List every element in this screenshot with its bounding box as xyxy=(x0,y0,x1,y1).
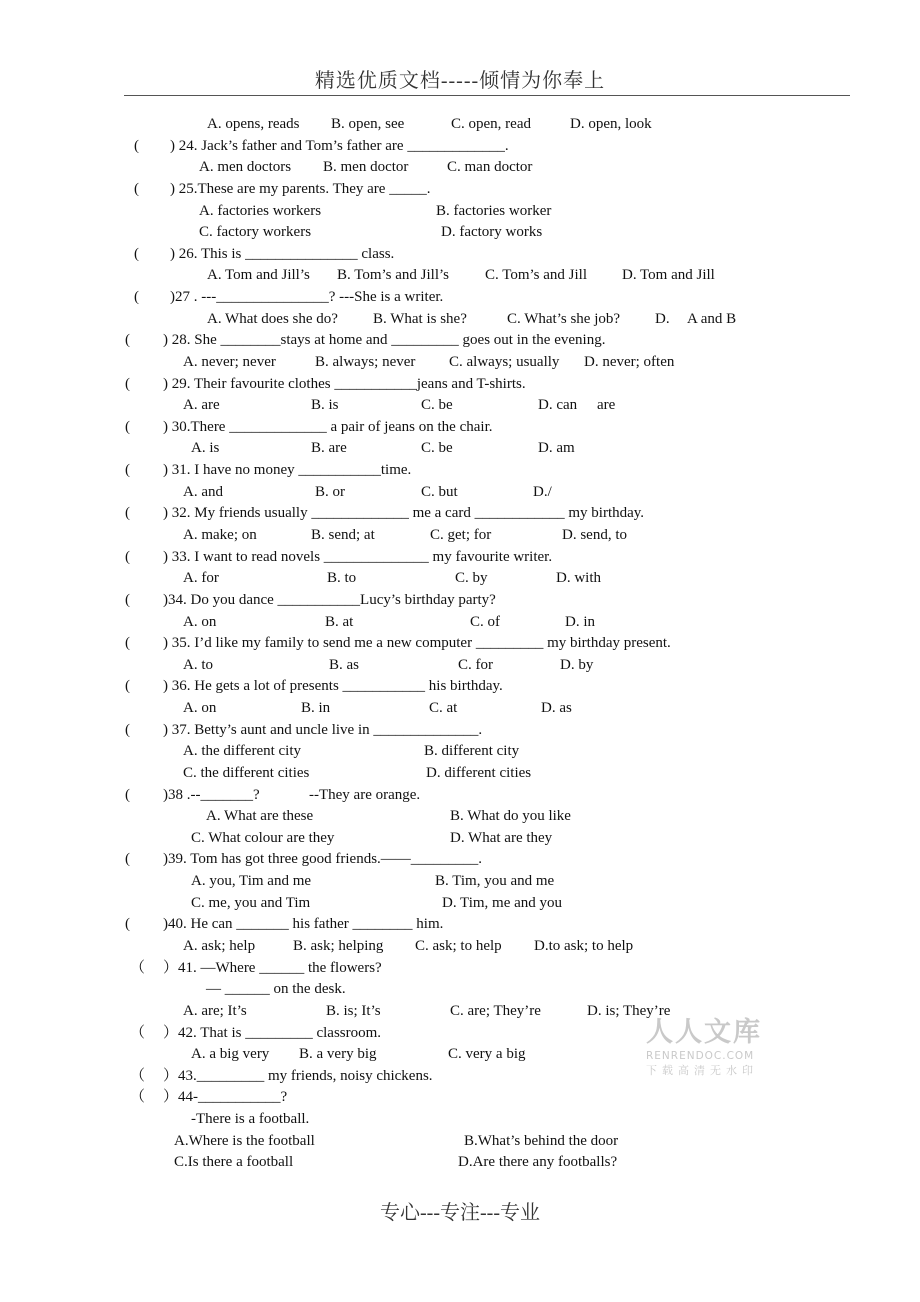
exercise-text: B. as xyxy=(329,657,359,673)
answer-bracket: ( xyxy=(134,138,139,154)
exercise-text: )40. He can _______ his father ________ him. xyxy=(163,916,444,932)
exercise-text: D. is; They’re xyxy=(587,1003,671,1019)
exercise-text: A. Tom and Jill’s xyxy=(207,267,310,283)
exercise-text: B. at xyxy=(325,614,354,630)
exercise-text: )38 .--_______? xyxy=(163,787,260,803)
page-footer: 专心---专注---专业 xyxy=(380,1202,540,1224)
exercise-text: ) 24. Jack’s father and Tom’s father are _____________. xyxy=(170,138,509,154)
exercise-text: D. different cities xyxy=(426,765,532,781)
exercise-text: B. ask; helping xyxy=(293,938,384,954)
exercise-text: ) 31. I have no money ___________time. xyxy=(163,462,412,478)
exercise-text: C. for xyxy=(458,657,493,673)
exercise-text: D. am xyxy=(538,440,575,456)
exercise-text: D. with xyxy=(556,570,601,586)
exercise-text: D. in xyxy=(565,614,595,630)
exercise-text: B. Tim, you and me xyxy=(435,873,555,889)
exercise-text: B.What’s behind the door xyxy=(464,1133,619,1149)
exercise-text: A. opens, reads xyxy=(207,116,300,132)
page-header: 精选优质文档-----倾情为你奉上 xyxy=(314,70,606,92)
exercise-text: C. What’s she job? xyxy=(507,311,621,327)
exercise-text: A. you, Tim and me xyxy=(191,873,312,889)
exercise-text: C. but xyxy=(421,484,458,500)
exercise-text: ) 26. This is _______________ class. xyxy=(170,246,395,262)
exercise-text: D./ xyxy=(533,484,552,500)
exercise-text: D. send, to xyxy=(562,527,627,543)
exercise-text: B. factories worker xyxy=(436,203,552,219)
exercise-text: A. on xyxy=(183,700,217,716)
exercise-text: C. very a big xyxy=(448,1046,526,1062)
exercise-text: D. factory works xyxy=(441,224,543,240)
exercise-text: A. What does she do? xyxy=(207,311,338,327)
answer-bracket: ( xyxy=(125,376,130,392)
answer-bracket: ( xyxy=(134,289,139,305)
exercise-text: A. a big very xyxy=(191,1046,270,1062)
exercise-text: C.Is there a football xyxy=(174,1154,294,1170)
exercise-text: ) 28. She ________stays at home and _________ goes out in the evening. xyxy=(163,332,606,348)
answer-bracket: ( xyxy=(134,181,139,197)
watermark-logo xyxy=(646,1018,774,1078)
exercise-text: )39. Tom has got three good friends.——_________. xyxy=(163,851,483,867)
answer-bracket: （ xyxy=(130,1068,146,1084)
exercise-text: C. man doctor xyxy=(447,159,533,175)
exercise-text: C. open, read xyxy=(451,116,531,132)
exercise-text: C. Tom’s and Jill xyxy=(485,267,588,283)
exercise-text: B. is xyxy=(311,397,339,413)
exercise-text: D. can xyxy=(538,397,578,413)
exercise-text: D. as xyxy=(541,700,572,716)
answer-bracket: ( xyxy=(125,332,130,348)
exercise-text: A. and xyxy=(183,484,223,500)
answer-bracket: ( xyxy=(125,505,130,521)
answer-bracket: ( xyxy=(125,916,130,932)
exercise-text: C. What colour are they xyxy=(191,830,335,846)
answer-bracket: ( xyxy=(125,592,130,608)
exercise-text: A.Where is the football xyxy=(174,1133,315,1149)
exercise-text: ) 32. My friends usually _____________ me a card ____________ my birthday. xyxy=(163,505,645,521)
exercise-text: A. What are these xyxy=(206,808,314,824)
answer-bracket: ( xyxy=(125,787,130,803)
exercise-text: ) 37. Betty’s aunt and uncle live in ______________. xyxy=(163,722,483,738)
exercise-text: B. men doctor xyxy=(323,159,409,175)
exercise-text: ) 36. He gets a lot of presents ___________ his birthday. xyxy=(163,678,503,694)
exercise-text: A. on xyxy=(183,614,217,630)
exercise-text: C. at xyxy=(429,700,458,716)
exercise-text: B. different city xyxy=(424,743,520,759)
exercise-text: A. the different city xyxy=(183,743,302,759)
exercise-text: C. are; They’re xyxy=(450,1003,541,1019)
exercise-text: C. me, you and Tim xyxy=(191,895,311,911)
header-rule xyxy=(124,95,850,96)
watermark-slogan: 下载高清无水印 xyxy=(646,1064,758,1077)
exercise-text: D. What are they xyxy=(450,830,553,846)
exercise-text: C. factory workers xyxy=(199,224,312,240)
exercise-text: B. send; at xyxy=(311,527,375,543)
answer-bracket: ( xyxy=(125,851,130,867)
answer-bracket: ( xyxy=(125,462,130,478)
exercise-text: A. make; on xyxy=(183,527,257,543)
exercise-text: D. by xyxy=(560,657,594,673)
exercise-text: B. a very big xyxy=(299,1046,377,1062)
exercise-text: A. for xyxy=(183,570,219,586)
answer-bracket: （ xyxy=(130,1025,146,1041)
exercise-text: B. Tom’s and Jill’s xyxy=(337,267,450,283)
exercise-text: A. to xyxy=(183,657,213,673)
exercise-text: ) 35. I’d like my family to send me a new computer _________ my birthday present. xyxy=(163,635,671,651)
exercise-text: B. What is she? xyxy=(373,311,467,327)
watermark-title: 人人文库 xyxy=(646,1017,762,1048)
exercise-text: A. men doctors xyxy=(199,159,292,175)
exercise-text: D. open, look xyxy=(570,116,652,132)
exercise-text: C. of xyxy=(470,614,500,630)
exercise-text: A. ask; help xyxy=(183,938,256,954)
exercise-text: ) 33. I want to read novels ______________ my favourite writer. xyxy=(163,549,553,565)
exercise-text: B. to xyxy=(327,570,357,586)
exercise-text: A. are xyxy=(183,397,220,413)
exercise-text: ）44-___________? xyxy=(163,1089,288,1105)
answer-bracket: ( xyxy=(125,678,130,694)
exercise-text: ) 30.There _____________ a pair of jeans on the chair. xyxy=(163,419,493,435)
exercise-text: A. are; It’s xyxy=(183,1003,247,1019)
exercise-text: ）42. That is _________ classroom. xyxy=(163,1025,382,1041)
exercise-text: — ______ on the desk. xyxy=(206,981,346,997)
exercise-text: B. open, see xyxy=(331,116,405,132)
exercise-text: C. be xyxy=(421,397,453,413)
exercise-text: B. are xyxy=(311,440,347,456)
exercise-text: B. always; never xyxy=(315,354,416,370)
exercise-text: )34. Do you dance ___________Lucy’s birthday party? xyxy=(163,592,496,608)
exercise-text: D. never; often xyxy=(584,354,675,370)
watermark-url: RENRENDOC.COM xyxy=(646,1050,755,1062)
exercise-text: D.Are there any footballs? xyxy=(458,1154,618,1170)
exercise-text: B. What do you like xyxy=(450,808,571,824)
exercise-text: A and B xyxy=(687,311,737,327)
exercise-text: A. is xyxy=(191,440,220,456)
exercise-text: D. Tom and Jill xyxy=(622,267,715,283)
exercise-text: ) 29. Their favourite clothes ___________jeans and T-shirts. xyxy=(163,376,526,392)
answer-bracket: （ xyxy=(130,960,146,976)
exercise-text: C. be xyxy=(421,440,453,456)
exercise-text: C. by xyxy=(455,570,488,586)
exercise-text: B. or xyxy=(315,484,345,500)
exercise-text: D. Tim, me and you xyxy=(442,895,563,911)
answer-bracket: （ xyxy=(130,1089,146,1105)
exercise-text: C. always; usually xyxy=(449,354,560,370)
exercise-text: ) 25.These are my parents. They are _____. xyxy=(170,181,431,197)
answer-bracket: ( xyxy=(134,246,139,262)
exercise-text: A. factories workers xyxy=(199,203,322,219)
exercise-text: are xyxy=(597,397,616,413)
exercise-text: D. xyxy=(655,311,670,327)
answer-bracket: ( xyxy=(125,722,130,738)
answer-bracket: ( xyxy=(125,635,130,651)
exercise-text: ）43._________ my friends, noisy chickens. xyxy=(163,1068,433,1084)
exercise-text: B. is; It’s xyxy=(326,1003,381,1019)
exercise-text: -There is a football. xyxy=(191,1111,310,1127)
answer-bracket: ( xyxy=(125,419,130,435)
exercise-text: D.to ask; to help xyxy=(534,938,634,954)
exercise-text: --They are orange. xyxy=(309,787,421,803)
exercise-text: )27 . ---_______________? ---She is a writer. xyxy=(170,289,444,305)
answer-bracket: ( xyxy=(125,549,130,565)
exercise-text: C. get; for xyxy=(430,527,492,543)
exercise-text: A. never; never xyxy=(183,354,276,370)
exercise-text: C. the different cities xyxy=(183,765,310,781)
exercise-text: C. ask; to help xyxy=(415,938,502,954)
exercise-text: B. in xyxy=(301,700,331,716)
exercise-text: ）41. —Where ______ the flowers? xyxy=(163,960,382,976)
